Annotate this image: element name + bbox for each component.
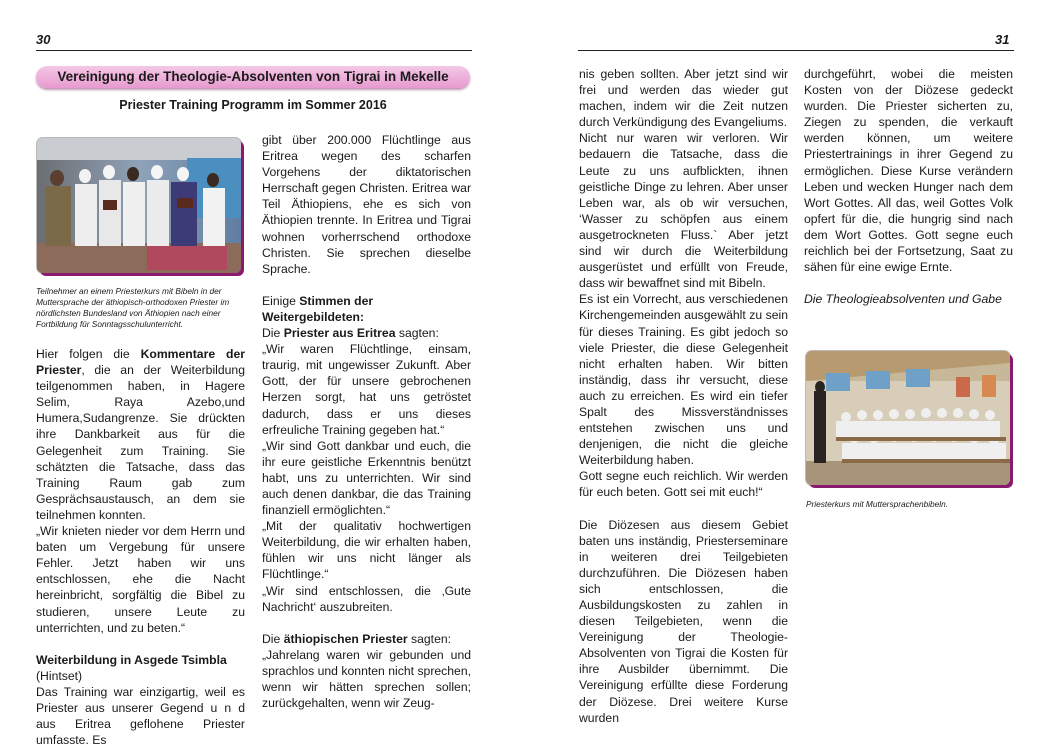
bold-phrase: Kommentare der Priester — [36, 347, 245, 378]
paragraph: Das Training war einzigartig, weil es Priester aus unserer Gegend u n d aus Eritrea geflohene Priester umfasste. Es — [36, 684, 245, 748]
caption-line: Fortbildung für Sonntagsschulunterricht. — [36, 319, 184, 329]
page-number-left: 30 — [36, 32, 51, 47]
section-heading: Weiterbildung in Asgede Tsimbla — [36, 652, 227, 667]
left-column-1 — [36, 346, 245, 748]
signature: Die Theologieabsolventen und Gabe — [804, 292, 1002, 307]
section-subheading: (Hintset) — [36, 668, 83, 683]
caption-line: nördlichsten Bundesland von Äthiopien nach einer — [36, 308, 221, 318]
paragraph: nis geben sollten. Aber jetzt sind wir frei und werden das wieder gut machen, indem wir die Zeit nutzen durch Verkündigung des Evangeliums. — [579, 67, 788, 130]
priest-course-photo — [806, 351, 1010, 485]
right-column-1 — [579, 66, 788, 726]
photo-caption-right: Priesterkurs mit Muttersprachenbibeln. — [806, 499, 949, 509]
paragraph: Einige Stimmen der Weitergebildeten: — [262, 293, 374, 324]
priests-group-photo — [37, 138, 241, 273]
quote: „Wir waren Flüchtlinge, einsam, traurig, mit ungewisser Zukunft. Aber Gott, der für unsere gebrochenen Herzen sorgt, hat uns getröstet dadurch, dass er uns dieses erfreuliche Training gegeben hat.“ — [262, 342, 471, 437]
right-column-2 — [804, 66, 1013, 307]
left-column-2 — [262, 132, 471, 711]
paragraph: gibt über 200.000 Flüchtlinge aus Eritrea wegen des scharfen Vorgehens der diktatorischen Herrschaft gegen Christen. Eritrea war Teil Äthiopiens, ehe es sich von Äthiopien trennte. In Eritrea und Tigrai wohnen vorherrschend orthodoxe Christen. Sie sprechen dieselbe Sprache. — [262, 133, 471, 276]
bold-phrase: äthiopischen Priester — [283, 631, 408, 646]
priest-course-photo-image — [806, 351, 1010, 485]
header-rule-right — [578, 50, 1014, 51]
bold-phrase: Priester aus Eritrea — [283, 326, 396, 341]
paragraph: Nicht nur waren wir verloren. Wir bedauern die Tatsache, dass die Leute zu uns aufblickten, ihnen geistliche Dinge zu lehren. Aber unser Leben war, als ob wir versuchen, ‘Wasser zu schöpfen aus einem ausgetrockneten Fluss.` Aber jetzt sind wir durch die Weiterbildung ausgerüstet und erfüllt von Freude, dass wir bewaffnet sind mit Bibeln. — [579, 131, 788, 291]
subtitle: Priester Training Programm im Sommer 2016 — [119, 98, 387, 112]
quote: „Mit der qualitativ hochwertigen Weiterbildung, die wir erhalten haben, fühlen wir uns nicht länger als Flüchtlinge.“ — [262, 519, 471, 582]
priests-group-photo-image — [37, 138, 241, 273]
caption-line: Muttersprache der äthiopisch-orthodoxen Priester im — [36, 297, 230, 307]
header-rule-left — [36, 50, 472, 51]
bold-phrase: Stimmen der Weitergebildeten — [262, 293, 374, 324]
page-number-right: 31 — [995, 32, 1010, 47]
photo-caption-left — [36, 286, 254, 330]
title-banner — [36, 66, 470, 88]
paragraph: Es ist ein Vorrecht, aus verschiedenen Kirchengemeinden ausgewählt zu sein für dieses Training. Es gibt jedoch so viele Priester, die diese Gelegenheit nicht erhalten haben. Wir bitten inständig, dass ihr versucht, diese auch zu erreichen. Es wird ein tiefer Spalt des Missverständnisses entstehen zwischen uns und denjenigen, die nicht die gleiche Weiterbildung haben. — [579, 292, 788, 468]
paragraph: Gott segne euch reichlich. Wir werden für euch beten. Gott sei mit euch!“ — [579, 469, 788, 500]
paragraph: durchgeführt, wobei die meisten Kosten von der Diözese gedeckt wurden. Die Priester sicherten zu, Ziegen zu spenden, die verkauft werden können, um weitere Priestertrainings in ihrer Gegend zu ermöglichen. Diese Kurse verändern Leben und wecken Hunger nach dem Wort Gottes. All das, weil Gottes Volk opfert für die, die hungrig sind nach dem Wort Gottes. Gott segne euch reichlich bei der Fortsetzung, Saat zu sähen für eine ewige Ernte. — [804, 67, 1013, 275]
paragraph: „Wir knieten nieder vor dem Herrn und baten um Vergebung für unsere Fehler. Jetzt haben wir uns entschlossen, ehe die Nacht hereinbricht, sorgfältig die Bibel zu studieren, unsere Leute zu unterrichten, und zu beten.“ — [36, 524, 245, 635]
caption-line: Teilnehmer an einem Priesterkurs mit Bibeln in der — [36, 286, 222, 296]
quote: „Jahrelang waren wir gebunden und sprachlos und konnten nicht sprechen, wenn wir hätten sprechen sollen; zurückgehalten, wenn wir Zeug- — [262, 647, 471, 711]
quote: „Wir sind entschlossen, die ‚Gute Nachricht‘ auszubreiten. — [262, 583, 471, 614]
paragraph: Hier folgen die Kommentare der Priester, die an der Weiterbildung teilgenommen haben, in Hagere Selim, Raya Azebo,und Humera,Sudangrenze. Sie drückten ihre Dankbarkeit aus für die Gelegenheit zum Training. Sie schätzten die Tatsache, dass das Training Raum gab zum Gesprächsaustausch, an dem sie teilnehmen konnten. — [36, 347, 245, 522]
banner-title: Vereinigung der Theologie-Absolventen von Tigrai in Mekelle — [57, 69, 449, 84]
quote: „Wir sind Gott dankbar und euch, die ihr eure geistliche Erkenntnis benützt habt, uns zu unterrichten. Wir sind auch denen dankbar, die das Training finanziell ermöglichten.“ — [262, 438, 471, 518]
paragraph: Die Priester aus Eritrea sagten: — [262, 326, 439, 341]
paragraph: Die Diözesen aus diesem Gebiet baten uns inständig, Priesterseminare in weiteren drei Teilgebieten durchzuführen. Die Diözesen haben sich entschlossen, die Ausbildungskosten zu zahlen in diesen Teilgebieten, wenn die Vereinigung der Theologie-Absolventen von Tigrai die Kosten für ihre Ausbilder übernimmt. Die Vereinigung erfüllte diese Forderung der Diözese. Drei weitere Kurse wurden — [579, 517, 788, 725]
paragraph: Die äthiopischen Priester sagten: — [262, 631, 452, 646]
